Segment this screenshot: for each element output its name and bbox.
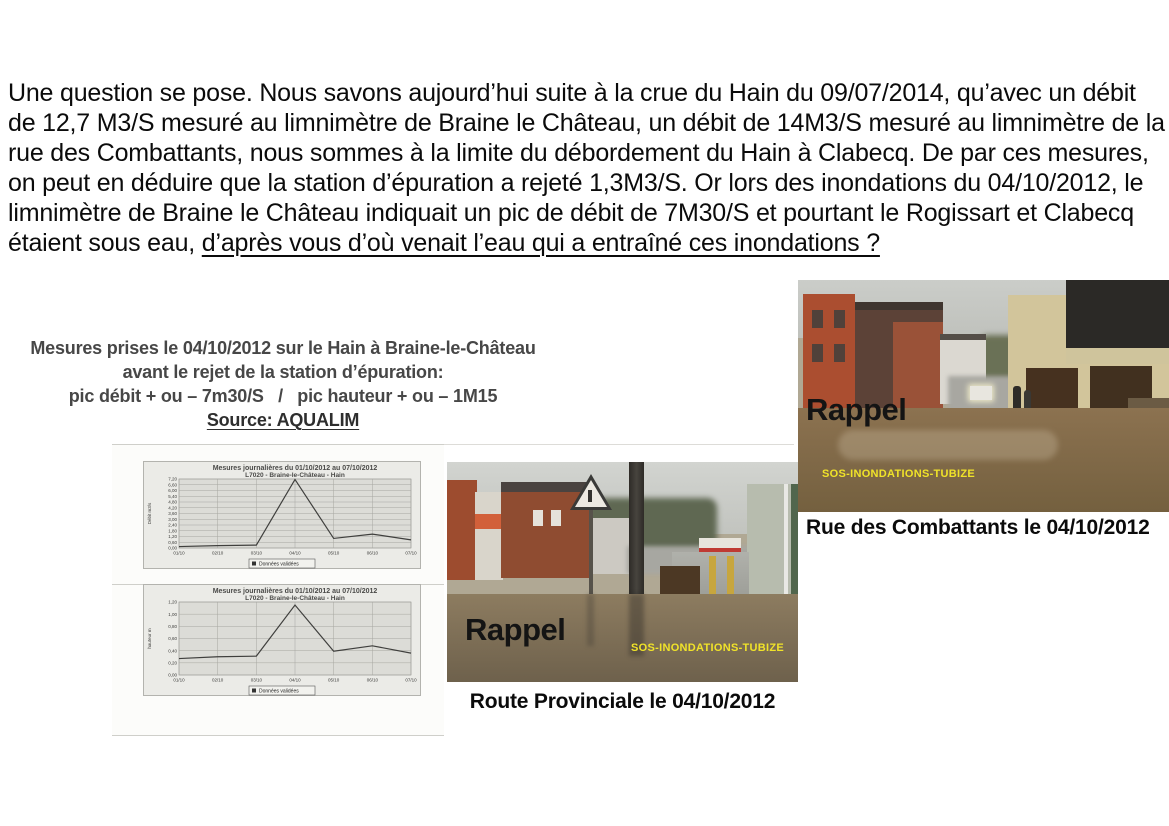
svg-text:0,40: 0,40	[168, 648, 177, 654]
mesures-note	[0, 336, 566, 432]
window	[834, 310, 845, 328]
svg-text:01/10: 01/10	[173, 677, 185, 683]
window	[812, 344, 823, 362]
flood-photo-route-provinciale	[447, 462, 798, 682]
svg-text:03/10: 03/10	[250, 677, 262, 683]
svg-text:Mesures journalières du 01/10/: Mesures journalières du 01/10/2012 au 07/10/2012	[212, 465, 378, 472]
chart-svg	[143, 584, 421, 696]
chart-svg	[143, 461, 421, 569]
cream-band	[1066, 348, 1169, 364]
mesures-line-2: avant le rejet de la station d’épuration:	[122, 362, 444, 382]
window	[533, 510, 543, 526]
svg-text:L7020 - Braine-le-Château - Ha: L7020 - Braine-le-Château - Hain	[245, 595, 345, 602]
intro-paragraph-text: Une question se pose. Nous savons aujourd’hui suite à la crue du Hain du 09/07/2014, qu’avec un débit de 12,7 M3/S mesuré au limnimètre de Braine le Château, un débit de 14M3/S mesuré au limnimètre de la rue des Combattants, nous sommes à la limite du débordement du Hain à Clabecq. De par ces mesures, on peut en déduire que la station d’épuration a rejeté 1,3M3/S. Or lors des inondations du 04/10/2012, le limnimètre de Braine le Château indiquait un pic de débit de 7M30/S et pourtant le Rogissart et Clabecq étaient sous eau,	[8, 79, 1165, 257]
svg-text:3,00: 3,00	[168, 516, 177, 522]
svg-text:0,60: 0,60	[168, 539, 177, 545]
rappel-overlay-route: Rappel	[465, 612, 566, 647]
mesures-line-1: Mesures prises le 04/10/2012 sur le Hain à Braine-le-Château	[30, 338, 536, 358]
building-left-brick	[447, 480, 477, 580]
svg-text:04/10: 04/10	[289, 550, 301, 556]
svg-text:1,00: 1,00	[168, 611, 177, 617]
svg-text:3,60: 3,60	[168, 511, 177, 517]
mesures-source: Source: AQUALIM	[206, 410, 360, 430]
intro-paragraph-underlined-question: d’après vous d’où venait l’eau qui a entraîné ces inondations ?	[201, 229, 880, 257]
svg-text:4,80: 4,80	[168, 499, 177, 505]
intro-paragraph	[8, 78, 1166, 258]
svg-text:02/10: 02/10	[212, 677, 224, 683]
svg-text:5,40: 5,40	[168, 493, 177, 499]
building-white-shop	[475, 492, 503, 580]
svg-text:01/10: 01/10	[173, 550, 185, 556]
window	[551, 510, 561, 526]
svg-text:6,60: 6,60	[168, 482, 177, 488]
svg-text:0,20: 0,20	[168, 660, 177, 666]
window	[812, 310, 823, 328]
svg-text:1,20: 1,20	[168, 599, 177, 605]
svg-text:Données validées: Données validées	[259, 561, 299, 568]
svg-text:06/10: 06/10	[366, 550, 378, 556]
svg-text:1,20: 1,20	[168, 534, 177, 540]
panel-bottom-line	[112, 735, 444, 736]
caption-rue-combattants: Rue des Combattants le 04/10/2012	[806, 516, 1150, 539]
svg-text:0,00: 0,00	[168, 545, 177, 551]
orange-awning	[475, 514, 502, 529]
window	[834, 344, 845, 362]
flood-photo-rue-combattants	[798, 280, 1169, 512]
svg-text:03/10: 03/10	[250, 550, 262, 556]
svg-text:1,80: 1,80	[168, 528, 177, 534]
wall-green-edge	[791, 484, 798, 602]
svg-text:06/10: 06/10	[366, 677, 378, 683]
svg-text:4,20: 4,20	[168, 505, 177, 511]
svg-text:05/10: 05/10	[328, 550, 340, 556]
car-headlights	[970, 386, 992, 400]
svg-text:Données validées: Données validées	[259, 688, 299, 695]
debit-line-chart	[143, 461, 421, 569]
svg-text:04/10: 04/10	[289, 677, 301, 683]
svg-text:7,20: 7,20	[168, 476, 177, 482]
utility-pole	[629, 462, 644, 602]
water-highlight	[838, 430, 1058, 460]
svg-text:02/10: 02/10	[212, 550, 224, 556]
svg-text:hauteur m: hauteur m	[147, 628, 152, 649]
rappel-overlay-rue: Rappel	[806, 392, 907, 427]
mesures-line-3: pic débit + ou – 7m30/S / pic hauteur + ou – 1M15	[68, 386, 498, 406]
warning-sign-glyph	[588, 490, 592, 502]
sign-reflection	[587, 594, 594, 646]
dark-garage-upper	[1066, 280, 1169, 348]
svg-text:L7020 - Braine-le-Château - Ha: L7020 - Braine-le-Château - Hain	[245, 472, 345, 479]
svg-text:07/10: 07/10	[405, 550, 417, 556]
svg-text:0,60: 0,60	[168, 636, 177, 642]
hauteur-line-chart	[143, 584, 421, 696]
caption-route-provinciale: Route Provinciale le 04/10/2012	[469, 690, 776, 713]
sos-watermark-rue: SOS-INONDATIONS-TUBIZE	[822, 468, 976, 480]
svg-text:07/10: 07/10	[405, 677, 417, 683]
svg-text:0,00: 0,00	[168, 672, 177, 678]
scan-artifact-line	[444, 444, 794, 445]
wall-white-trim	[784, 484, 788, 602]
sos-watermark-route: SOS-INONDATIONS-TUBIZE	[631, 642, 785, 654]
svg-text:Mesures journalières du 01/10/: Mesures journalières du 01/10/2012 au 07/10/2012	[212, 588, 378, 595]
svg-text:2,40: 2,40	[168, 522, 177, 528]
svg-text:6,00: 6,00	[168, 488, 177, 494]
svg-text:Débit m3/s: Débit m3/s	[147, 502, 152, 525]
svg-text:05/10: 05/10	[328, 677, 340, 683]
svg-text:0,80: 0,80	[168, 623, 177, 629]
